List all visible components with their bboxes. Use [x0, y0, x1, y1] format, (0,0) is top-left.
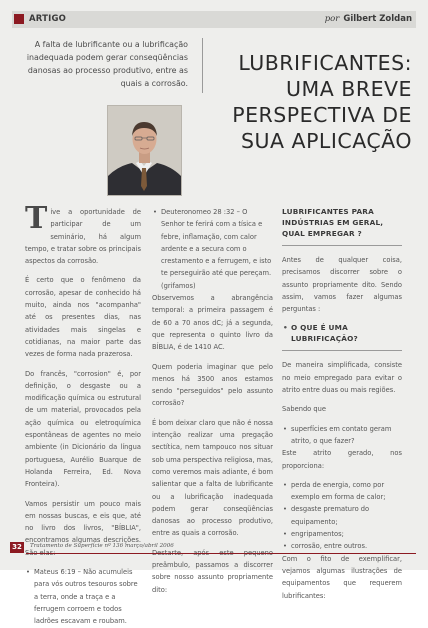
- lubrication-list: [282, 423, 402, 448]
- page-number: 32: [10, 542, 24, 553]
- section-label: ARTIGO: [29, 14, 67, 24]
- list-item: • Deuteronomeo 28 :32 – O Senhor te ferirá com a tísica e febre, inflamação, com calor ardente e a secura com o crestamento e a ferrugem, e isto te perseguirão até que pereçam. (grifamos): [152, 206, 273, 292]
- paragraph: Este atrito gerado, nos proporciona:: [282, 449, 402, 470]
- paragraph: Com o fito de exemplificar, vejamos algumas ilustrações de equipamentos que requerem lubrificantes:: [282, 554, 402, 600]
- lead-divider: [202, 38, 203, 93]
- bible-quote-list-continued: [152, 206, 273, 292]
- author-prefix: por: [324, 14, 340, 24]
- paragraph: É certo que o fenômeno da corrosão, apesar de conhecido há muito, ainda nos "acompanha" até os presentes dias, nas atividades mais singelas e cotidianas, na maior parte das vezes de forma nada prazerosa.: [25, 276, 141, 359]
- title-line-4: SUA APLICAÇÃO: [240, 129, 412, 153]
- page-footer: [10, 542, 418, 554]
- paragraph: Do francês, "corrosion" é, por definição, o desgaste ou a modificação química ou estrutural de um material, provocados pela ação química ou eletroquímica espontâneas de agentes no meio ambiente (in Dicionário da língua portuguesa, Aurélio Buarque de Holanda Ferreira, Ed. Nova Fronteira).: [25, 369, 141, 489]
- paragraph-intro-text: ive a oportunidade de participar de um seminário, há algum tempo, e tratar sobre os principais aspectos da corrosão.: [25, 208, 141, 266]
- list-item: • desgaste prematuro do equipamento;: [282, 503, 402, 528]
- column-1: [25, 201, 141, 628]
- list-item: • Mateus 6:19 – Não acumuleis para vós outros tesouros sobre a terra, onde a traça e a ferrugem corroem e todos ladrões escavam e roubam.: [25, 566, 141, 627]
- lead-text: A falta de lubrificante ou a lubrificação inadequada podem gerar conseqüências danosas ao processo produtivo, entre as quais a corrosão.: [26, 40, 188, 88]
- author-name: Gilbert Zoldan: [343, 14, 412, 24]
- list-item: • superfícies em contato geram atrito, o que fazer?: [282, 423, 402, 448]
- title-line-2: UMA BREVE: [286, 77, 412, 101]
- paragraph-intro: [25, 201, 141, 267]
- list-item: • perda de energia, como por exemplo em forma de calor;: [282, 479, 402, 504]
- footer-rule: [26, 553, 416, 554]
- paragraph: Vamos persistir um pouco mais em nossas buscas, e eis que, até no livro dos livros, "BÍBLIA", encontramos algumas descrições.: [25, 499, 141, 545]
- author-portrait-image: [108, 106, 181, 195]
- bible-quote-list: [25, 566, 141, 627]
- footer-publication: Tratamento de Superfície nº 136 março/abril 2006: [30, 543, 174, 549]
- paragraph: preâmbulo, passamos a discorrer sobre nosso assunto propriamente dito:: [152, 561, 273, 594]
- paragraph: Quem poderia imaginar que pelo menos há 3500 anos estamos sendo "perseguidos" pelo assunto corrosão?: [152, 362, 273, 408]
- list-item: • corrosão, entre outros.: [282, 540, 402, 552]
- paragraph: De maneira simplificada, consiste no meio empregado para evitar o atrito entre duas ou mais regiões.: [282, 361, 402, 395]
- title-line-3: PERSPECTIVA DE: [232, 103, 412, 127]
- paragraph: Sabendo que: [282, 405, 327, 414]
- list-item: • engripamentos;: [282, 528, 402, 540]
- paragraph: Observemos a abrangência temporal: a primeira passagem é de 60 a 70 anos dC; já a segunda, que representa o quinto livro da BÍBLIA, é de 1410 AC.: [152, 294, 273, 352]
- title-line-1: LUBRIFICANTES:: [238, 51, 412, 75]
- author-byline: [325, 14, 412, 24]
- dropcap-letter: T: [25, 201, 48, 236]
- subheading-rule: [282, 245, 402, 246]
- subheading-what-is-lubrication: • O QUE É UMA LUBRIFICAÇÃO?: [282, 322, 402, 344]
- article-title: [212, 50, 412, 154]
- section-marker-square: [14, 14, 24, 24]
- paragraph: Antes de qualquer coisa, precisamos discorrer sobre o assunto propriamente dito. Sendo assim, vamos fazer algumas perguntas :: [282, 256, 402, 314]
- paragraph: É bom deixar claro que não é nossa intenção realizar uma pregação sectítica, nem tampouco nos situar sob uma perspectiva religiosa, mas, como veremos mais adiante, é bom salientar que a falta de lubrificante ou a lubrificação inadequada podem gerar conseqüências danosas ao processo produtivo, entre as quais a corrosão.: [152, 418, 273, 538]
- subheading-lubricants: LUBRIFICANTES PARA INDÚSTRIAS EM GERAL, QUAL EMPREGAR ?: [282, 207, 384, 238]
- subheading-rule: [282, 350, 402, 351]
- author-photo: [107, 105, 182, 196]
